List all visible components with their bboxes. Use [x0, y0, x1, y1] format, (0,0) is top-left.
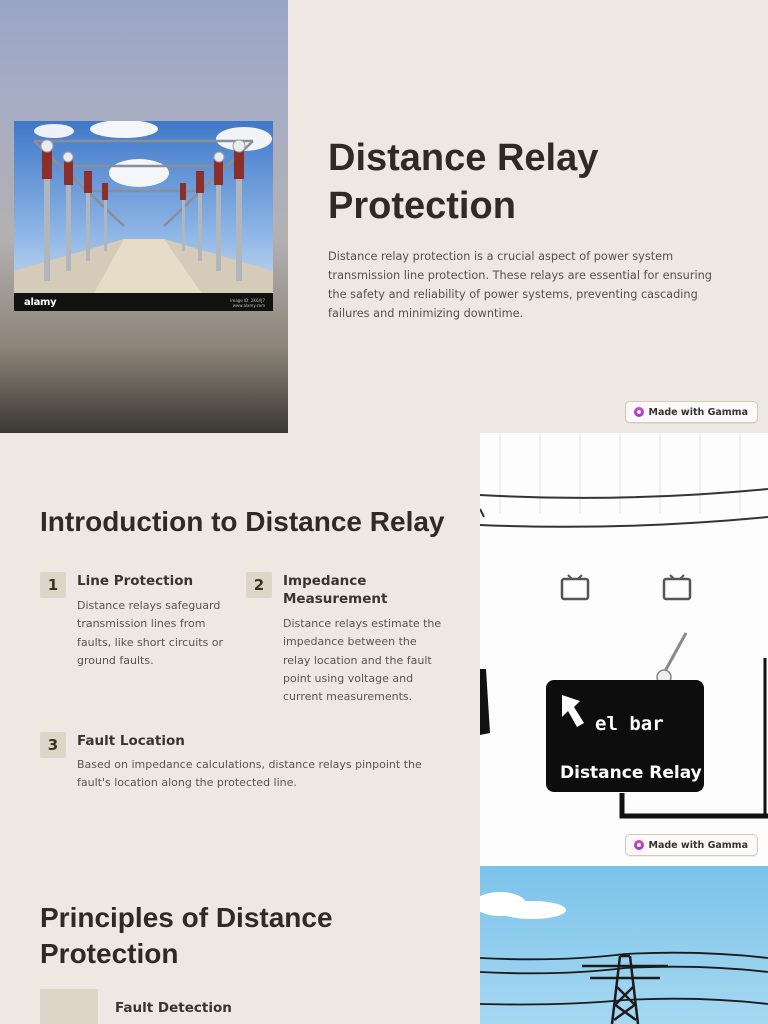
sign-top-text: el bar — [595, 713, 664, 735]
step-item — [40, 732, 440, 802]
step-number: 1 — [40, 572, 66, 598]
substation-image — [14, 121, 273, 311]
item-chevron-icon — [40, 989, 98, 1024]
hero-image-panel — [0, 0, 288, 433]
step-description: Based on impedance calculations, distance relays pinpoint the fault's location along the protected line. — [77, 758, 422, 790]
gamma-badge-label: Made with Gamma — [648, 406, 748, 418]
step-title: Fault Location — [77, 733, 185, 749]
slide-intro-text: Distance relay protection is a crucial aspect of power system transmission line protection. These relays are essential for ensuring the safety and reliability of power systems, preventing cascading failures and minimizing downtime. — [328, 250, 712, 320]
gamma-badge-label: Made with Gamma — [648, 839, 748, 851]
stock-id: Image ID: 2K6XJ7 www.alamy.com — [230, 298, 265, 308]
slide-title: Principles of Distance Protection — [40, 902, 333, 969]
step-number: 2 — [246, 572, 272, 598]
made-with-gamma-button[interactable] — [625, 834, 758, 856]
step-description: Distance relays safeguard transmission lines from faults, like short circuits or ground faults. — [77, 599, 224, 667]
power-line-image-panel — [480, 866, 768, 1024]
relay-illustration — [480, 433, 768, 866]
watermark-bar — [14, 293, 273, 311]
step-item — [40, 572, 240, 682]
title-slide — [0, 0, 768, 433]
step-item — [246, 572, 446, 712]
principles-slide — [0, 866, 768, 1024]
gamma-logo-icon — [634, 407, 644, 417]
substation-photo — [14, 121, 273, 311]
step-description: Distance relays estimate the impedance between the relay location and the fault point using voltage and current measurements. — [283, 617, 442, 704]
sign-bottom-text: Distance Relay — [560, 763, 702, 783]
alamy-watermark: alamy — [24, 297, 57, 308]
relay-illustration-panel — [480, 433, 768, 866]
slide-title: Distance Relay Protection — [328, 137, 599, 227]
step-number: 3 — [40, 732, 66, 758]
step-title: Impedance Measurement — [283, 573, 388, 607]
introduction-slide — [0, 433, 768, 866]
gamma-logo-icon — [634, 840, 644, 850]
slide-title: Introduction to Distance Relay — [40, 506, 445, 537]
item-title: Fault Detection — [115, 1000, 232, 1016]
step-title: Line Protection — [77, 573, 194, 589]
transmission-tower-image — [480, 866, 768, 1024]
made-with-gamma-button[interactable] — [625, 401, 758, 423]
